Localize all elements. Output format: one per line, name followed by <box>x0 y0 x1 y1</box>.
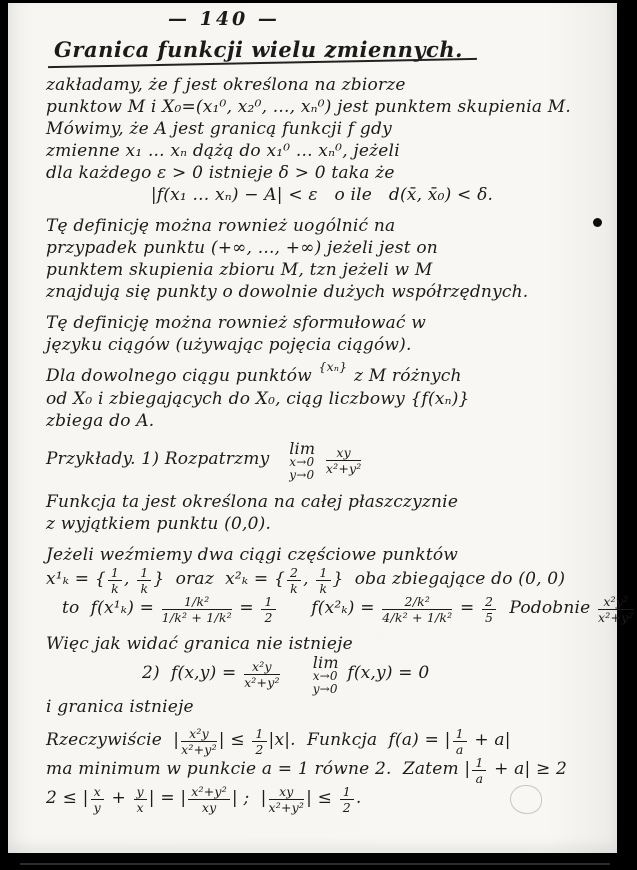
text-run: Mówimy, że A jest granicą funkcji f gdy <box>46 119 392 139</box>
text-run: } oba zbiegające do (0, 0) <box>332 569 566 589</box>
limit-subscript: y→0 <box>289 468 315 482</box>
fraction-numerator: 1 <box>340 785 354 800</box>
text-line <box>46 513 598 535</box>
text-line <box>46 388 598 410</box>
fraction-denominator: x²+y² <box>244 675 280 690</box>
fraction <box>162 595 232 624</box>
text-run: Podobnie <box>498 598 597 618</box>
fraction-denominator: x²+y² <box>325 461 362 476</box>
text-line <box>46 334 598 356</box>
fraction-denominator: 2 <box>264 610 273 625</box>
text-line <box>46 312 598 334</box>
text-run: x¹ₖ = { <box>46 569 106 589</box>
fraction <box>326 446 362 475</box>
fraction-numerator: x²y² <box>598 595 634 610</box>
text-run: + <box>105 788 132 808</box>
text-run: 2 ≤ | <box>46 788 89 808</box>
paragraph-example-1-domain <box>46 491 598 535</box>
fraction <box>188 785 230 814</box>
paper-sheet <box>8 3 634 853</box>
text-line <box>46 184 598 206</box>
paragraph-sequence-condition <box>46 359 598 432</box>
text-run: + a| ≥ 2 <box>488 759 568 779</box>
paragraph-example-1-conclusion <box>46 633 598 718</box>
text-line <box>46 441 598 482</box>
text-run: |x|. Funkcja f(a) = | <box>268 730 451 750</box>
fraction-numerator: x²+y² <box>188 785 230 800</box>
limit-word: lim <box>312 653 339 672</box>
text-line <box>46 756 598 785</box>
fraction-denominator: k <box>319 581 328 596</box>
text-line <box>46 696 598 718</box>
text-line <box>46 74 598 96</box>
text-run: punktow M i X₀=(x₁⁰, x₂⁰, ..., xₙ⁰) jest punktem skupienia M. <box>46 97 572 117</box>
fraction <box>181 727 217 756</box>
fraction-numerator: 1 <box>108 566 122 581</box>
fraction-denominator: a <box>455 742 464 757</box>
limit-subscript: x→0 <box>312 669 338 683</box>
text-run: znajdują się punkty o dowolnie dużych współrzędnych. <box>46 282 529 302</box>
fraction <box>316 566 330 595</box>
fraction-numerator: 1/k² <box>162 595 232 610</box>
fraction-denominator: a <box>475 771 484 786</box>
text-line <box>46 118 598 140</box>
fraction-denominator: k <box>111 581 119 596</box>
text-run: |f(x₁ ... xₙ) − A| < ε o ile d(x̄, x̄₀) < δ. <box>150 185 494 205</box>
page-title-text: Granica funkcji wielu zmiennych. <box>54 37 463 62</box>
text-run: . <box>355 788 362 808</box>
text-run: i granica istnieje <box>46 697 194 717</box>
fraction-numerator: x²y <box>244 660 280 675</box>
limit-subscript: x→0 <box>289 455 315 469</box>
text-run: , <box>124 569 136 589</box>
limit-operator <box>289 441 315 482</box>
fraction-numerator: y <box>134 785 147 800</box>
fraction-denominator: x²+y² <box>181 742 217 757</box>
text-run: punktem skupienia zbioru M, tzn jeżeli w M <box>46 260 433 280</box>
document-body <box>46 74 634 815</box>
text-run: od X₀ i zbiegających do X₀, ciąg liczbowy {f(xₙ)} <box>46 389 470 409</box>
text-run: Tę definicję można rownież uogólnić na <box>46 216 396 236</box>
text-run: języku ciągów (używając pojęcia ciągów). <box>46 335 412 355</box>
paragraph-generalization <box>46 215 598 303</box>
text-run: zakładamy, że f jest określona na zbiorze <box>46 75 406 95</box>
fraction <box>91 785 104 814</box>
text-run: ma minimum w punkcie a = 1 równe 2. Zatem | <box>46 759 471 779</box>
text-run: przypadek punktu (+∞, ..., +∞) jeżeli jest on <box>46 238 438 258</box>
fraction <box>137 566 151 595</box>
text-run: } oraz x²ₖ = { <box>153 569 285 589</box>
text-run <box>318 449 324 469</box>
fraction-denominator: x²+y² <box>598 610 634 625</box>
inserted-note: {xₙ} <box>318 359 348 374</box>
text-run: z wyjątkiem punktu (0,0). <box>46 514 272 534</box>
fraction-numerator: xy <box>326 446 362 461</box>
text-line <box>62 594 634 625</box>
fraction <box>472 756 486 785</box>
text-run <box>282 663 310 683</box>
text-run: zmienne x₁ ... xₙ dążą do x₁⁰ ... xₙ⁰, jeżeli <box>46 141 400 161</box>
fraction-numerator: x <box>91 785 104 800</box>
text-line <box>46 491 598 513</box>
fraction <box>134 785 147 814</box>
text-line <box>46 215 598 237</box>
text-line <box>46 259 598 281</box>
fraction-numerator: x²y <box>181 727 217 742</box>
text-run: Jeżeli weźmiemy dwa ciągi częściowe punktów <box>46 545 459 565</box>
fraction <box>244 660 280 689</box>
text-line <box>46 359 598 388</box>
scan-edge-streak <box>20 863 610 865</box>
limit-subscript: y→0 <box>312 682 338 696</box>
text-line <box>46 727 598 756</box>
ink-dot <box>593 218 602 227</box>
fraction-denominator: 2 <box>255 742 264 757</box>
fraction-numerator: 2 <box>482 595 496 610</box>
fraction-numerator: xy <box>269 785 305 800</box>
text-run: Tę definicję można rownież sformułować w <box>46 313 426 333</box>
text-run: Funkcja ta jest określona na całej płaszczyznie <box>46 492 459 512</box>
text-run: | = | <box>148 788 187 808</box>
text-line <box>46 281 598 303</box>
text-line <box>46 633 598 655</box>
fraction-denominator: xy <box>201 800 217 815</box>
text-run: dla każdego ε > 0 istnieje δ > 0 taka że <box>46 163 395 183</box>
fraction <box>340 785 354 814</box>
text-run: = <box>454 598 481 618</box>
text-line <box>46 544 598 566</box>
text-run: z M różnych <box>348 366 462 386</box>
text-run: , <box>303 569 315 589</box>
text-line <box>142 655 598 696</box>
fraction <box>252 727 266 756</box>
limit-word: lim <box>289 439 316 458</box>
fraction-numerator: 1 <box>137 566 151 581</box>
text-run: | ≤ <box>306 788 338 808</box>
pencil-smudge <box>510 785 542 814</box>
text-run: zbiega do A. <box>46 411 155 431</box>
fraction <box>287 566 301 595</box>
fraction-denominator: k <box>140 581 149 596</box>
paragraph-definition-intro <box>46 74 598 206</box>
paragraph-example-1-sequences <box>46 544 634 625</box>
fraction-numerator: 2/k² <box>382 595 452 610</box>
paragraph-example-1 <box>46 441 598 482</box>
fraction-denominator: 1/k² + 1/k² <box>161 610 232 625</box>
text-run: | ≤ <box>218 730 251 750</box>
fraction <box>108 566 122 595</box>
fraction <box>382 595 452 624</box>
text-run: | ; | <box>231 788 267 808</box>
text-line <box>46 237 598 259</box>
fraction-denominator: 5 <box>485 610 494 625</box>
text-run: 2) f(x,y) = <box>142 663 243 683</box>
fraction-numerator: 1 <box>472 756 486 771</box>
fraction-denominator: k <box>290 581 298 596</box>
text-line <box>46 162 598 184</box>
paragraph-sequential-formulation <box>46 312 598 356</box>
fraction <box>261 595 275 624</box>
text-line <box>46 140 598 162</box>
text-run: f(x,y) = 0 <box>341 663 430 683</box>
fraction <box>269 785 305 814</box>
fraction-denominator: x <box>136 800 144 815</box>
text-line <box>46 410 598 432</box>
text-run: Więc jak widać granica nie istnieje <box>46 634 353 654</box>
text-run: f(x²ₖ) = <box>277 598 381 618</box>
fraction-denominator: 2 <box>342 800 351 815</box>
text-run: = <box>233 598 260 618</box>
fraction-numerator: 1 <box>252 727 266 742</box>
page-title <box>54 37 463 62</box>
fraction-denominator: 4/k² + 1/k² <box>382 610 453 625</box>
limit-operator <box>313 655 339 696</box>
text-run: Przykłady. 1) Rozpatrzmy <box>46 449 287 469</box>
fraction <box>598 595 634 624</box>
fraction-denominator: x²+y² <box>268 800 305 815</box>
text-run: Rzeczywiście | <box>46 730 180 750</box>
fraction-numerator: 2 <box>287 566 301 581</box>
fraction-numerator: 1 <box>261 595 275 610</box>
page-content <box>46 8 634 823</box>
text-line <box>46 566 598 595</box>
text-line <box>46 96 598 118</box>
text-run: + a| <box>468 730 511 750</box>
page-number: — 140 — <box>168 8 280 30</box>
fraction-numerator: 1 <box>453 727 467 742</box>
fraction-numerator: 1 <box>316 566 330 581</box>
fraction <box>482 595 496 624</box>
text-run: Dla dowolnego ciągu punktów <box>46 366 318 386</box>
fraction-denominator: y <box>93 800 101 815</box>
fraction <box>453 727 467 756</box>
text-run: to f(x¹ₖ) = <box>62 598 160 618</box>
